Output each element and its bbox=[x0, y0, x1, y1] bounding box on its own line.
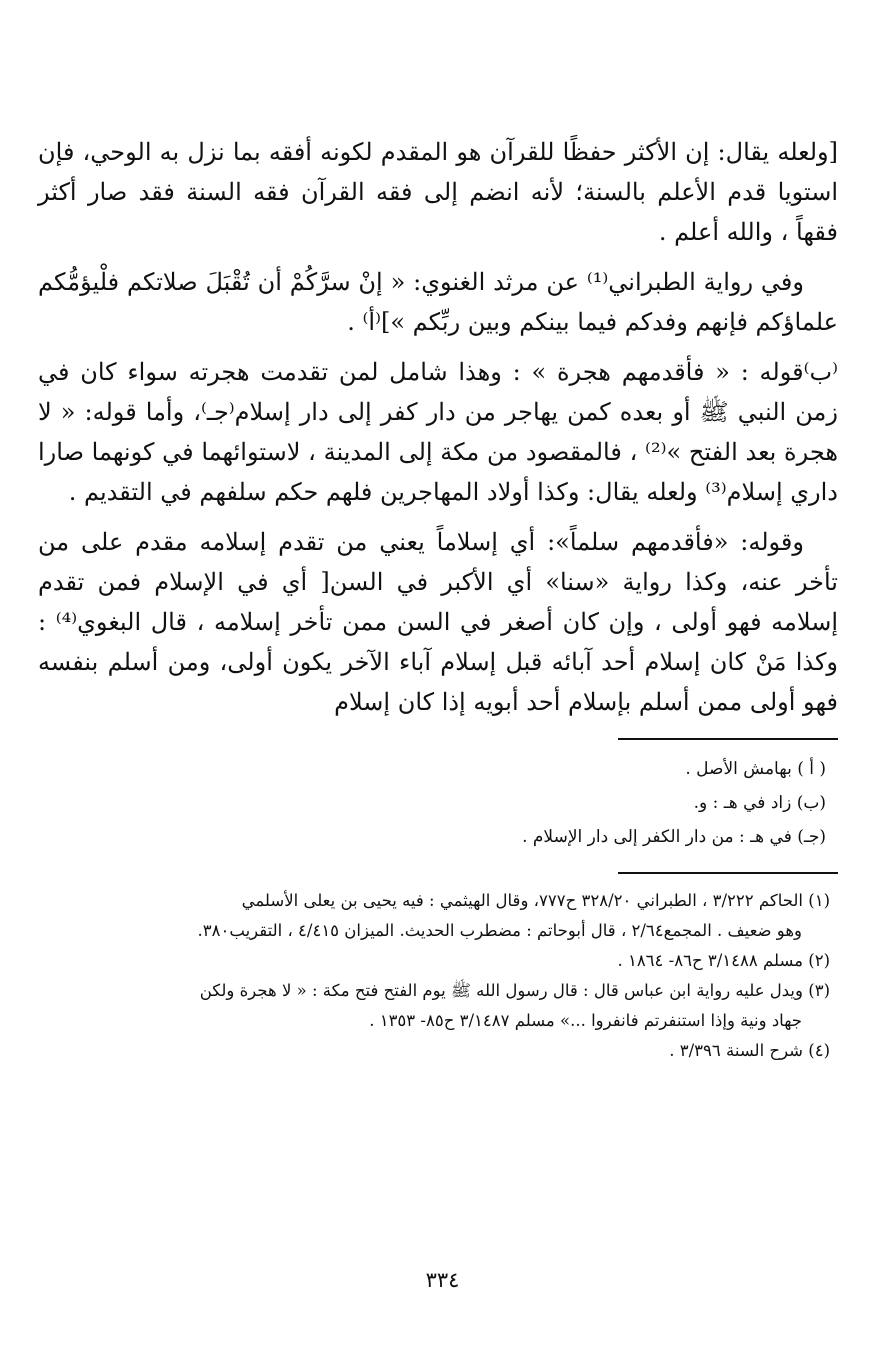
reference-2 bbox=[38, 946, 838, 976]
letter-note-b: (ب) زاد في هـ : و. bbox=[693, 793, 826, 813]
letter-note-a: ( أ ) بهامش الأصل . bbox=[685, 759, 826, 779]
reference-4-line-1: (٤) شرح السنة ٣/٣٩٦ . bbox=[669, 1041, 830, 1060]
reference-3-line-1: (٣) ويدل عليه رواية ابن عباس قال : قال رسول الله ﷺ يوم الفتح فتح مكة : « لا هجرة ولكن bbox=[199, 981, 830, 1000]
paragraph-2: وفي رواية الطبراني⁽¹⁾ عن مرثد الغنوي: « إنْ سرَّكُمْ أن تُقْبَلَ صلاتكم فلْيؤمُّكم علماؤكم فإنهم وفدكم فيما بينكم وبين ربِّكم »]⁽أ⁾ . bbox=[38, 268, 838, 336]
page-number: ٣٣٤ bbox=[425, 1268, 460, 1292]
book-page bbox=[38, 132, 838, 1066]
reference-4 bbox=[38, 1036, 838, 1066]
paragraph-3: ⁽ب⁾قوله : « فأقدمهم هجرة » : وهذا شامل لمن تقدمت هجرته سواء كان في زمن النبي ﷺ أو بعده كمن يهاجر من دار كفر إلى دار إسلام⁽جـ⁾، وأما قوله: « لا هجرة بعد الفتح »⁽²⁾ ، فالمقصود من مكة إلى المدينة ، لاستوائهما في كونهما صارا داري إسلام⁽³⁾ ولعله يقال: وكذا أولاد المهاجرين فلهم حكم سلفهم في التقديم . bbox=[38, 358, 839, 506]
footnote-divider-2 bbox=[618, 872, 838, 874]
paragraph-4: وقوله: «فأقدمهم سلماً»: أي إسلاماً يعني من تقدم إسلامه مقدم على من تأخر عنه، وكذا رواية «سنا» أي الأكبر في السن[ أي في الإسلام فمن تقدم إسلامه فهو أولى ، وإن كان أصغر في السن ممن تأخر إسلامه ، قال البغوي⁽⁴⁾ : وكذا مَنْ كان إسلام أحد آبائه قبل إسلام آباء الآخر يكون أولى، ومن أسلم بنفسه فهو أولى ممن أسلم بإسلام أحد أبويه إذا كان إسلام bbox=[38, 528, 839, 716]
reference-1-line-2: وهو ضعيف . المجمع٢/٦٤ ، قال أبوحاتم : مضطرب الحديث. الميزان ٤/٤١٥ ، التقريب٣٨٠. bbox=[197, 921, 802, 940]
reference-3-line-2: جهاد ونية وإذا استنفرتم فانفروا ...» مسلم ٣/١٤٨٧ ح٨٥- ١٣٥٣ . bbox=[369, 1011, 802, 1030]
reference-1 bbox=[38, 886, 838, 946]
reference-1-line-1: (١) الحاكم ٣/٢٢٢ ، الطبراني ٣٢٨/٢٠ ح٧٧٧، وقال الهيثمي : فيه يحيى بن يعلى الأسلمي bbox=[241, 891, 830, 910]
paragraph-1: [ولعله يقال: إن الأكثر حفظًا للقرآن هو المقدم لكونه أفقه بما نزل به الوحي، فإن استويا قدم الأعلم بالسنة؛ لأنه انضم إلى فقه القرآن فقه السنة فقد صار أكثر فقهاً ، والله أعلم . bbox=[38, 138, 838, 246]
reference-footnotes bbox=[38, 886, 838, 1066]
letter-notes bbox=[38, 752, 838, 854]
footnote-divider-1 bbox=[618, 738, 838, 740]
reference-3 bbox=[38, 976, 838, 1036]
reference-2-line-1: (٢) مسلم ٣/١٤٨٨ ح٨٦- ١٨٦٤ . bbox=[617, 951, 830, 970]
main-text bbox=[38, 132, 838, 722]
letter-note-j: (جـ) في هـ : من دار الكفر إلى دار الإسلام . bbox=[522, 827, 826, 847]
